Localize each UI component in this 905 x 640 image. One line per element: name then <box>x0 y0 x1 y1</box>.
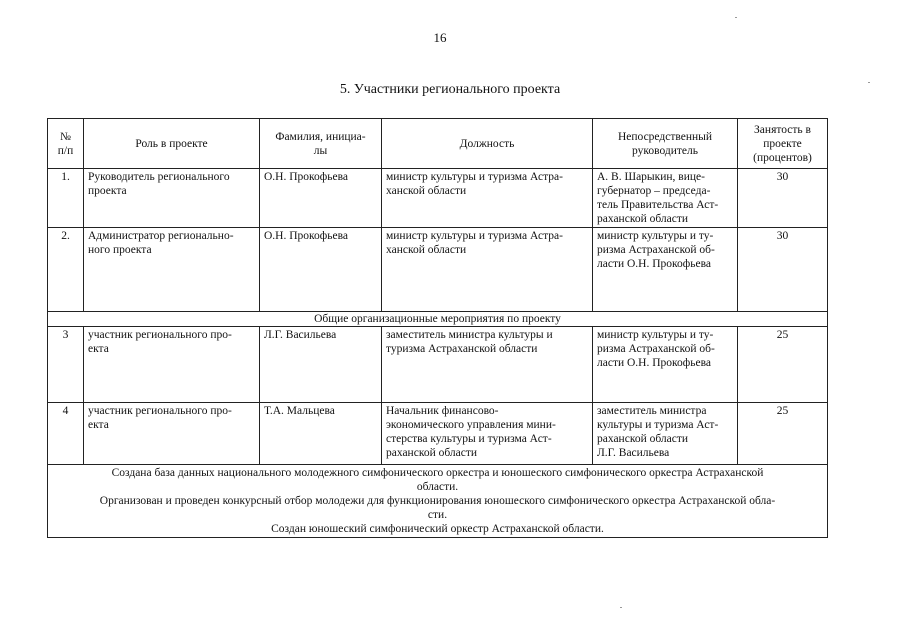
scan-speck <box>868 82 870 83</box>
row-share: 30 <box>738 169 828 228</box>
row-role: участник регионального про- екта <box>84 327 260 403</box>
scan-speck <box>735 17 737 18</box>
table-row <box>48 228 828 312</box>
section-divider-row <box>48 312 828 327</box>
row-role: Администратор регионально- ного проекта <box>84 228 260 312</box>
row-num: 4 <box>48 403 84 465</box>
row-supervisor: заместитель министра культуры и туризма Аст- раханской области Л.Г. Васильева <box>593 403 738 465</box>
row-position: министр культуры и туризма Астра- ханской области <box>382 169 593 228</box>
row-role: Руководитель регионального проекта <box>84 169 260 228</box>
result-item: Создан юношеский симфонический оркестр Астраханской области. <box>271 523 604 535</box>
page-number: 16 <box>433 30 447 45</box>
row-name: О.Н. Прокофьева <box>260 228 382 312</box>
header-name: Фамилия, инициа- лы <box>260 119 382 169</box>
header-supervisor: Непосредственный руководитель <box>593 119 738 169</box>
row-name: Т.А. Мальцева <box>260 403 382 465</box>
row-share: 30 <box>738 228 828 312</box>
row-position: заместитель министра культуры и туризма Астраханской области <box>382 327 593 403</box>
scan-speck <box>620 607 622 608</box>
row-position: министр культуры и туризма Астра- ханской области <box>382 228 593 312</box>
table-row <box>48 327 828 403</box>
result-item: Создана база данных национального молодежного симфонического оркестра и юношеского симфонического оркестра Астраханской области. <box>111 467 764 493</box>
row-share: 25 <box>738 327 828 403</box>
section-divider: Общие организационные мероприятия по проекту <box>48 312 828 327</box>
results-cell <box>48 465 828 538</box>
row-name: Л.Г. Васильева <box>260 327 382 403</box>
row-num: 2. <box>48 228 84 312</box>
results-row <box>48 465 828 538</box>
row-position: Начальник финансово- экономического управления мини- стерства культуры и туризма Аст- раханской области <box>382 403 593 465</box>
row-supervisor: министр культуры и ту- ризма Астраханской об- ласти О.Н. Прокофьева <box>593 228 738 312</box>
header-share: Занятость в проекте (процентов) <box>738 119 828 169</box>
row-num: 3 <box>48 327 84 403</box>
row-name: О.Н. Прокофьева <box>260 169 382 228</box>
result-item: Организован и проведен конкурсный отбор молодежи для функционирования юношеского симфонического оркестра Астраханской обла- сти. <box>99 495 776 521</box>
header-role: Роль в проекте <box>84 119 260 169</box>
row-share: 25 <box>738 403 828 465</box>
participants-table <box>47 118 828 538</box>
row-supervisor: А. В. Шарыкин, вице- губернатор – председа- тель Правительства Аст- раханской области <box>593 169 738 228</box>
header-num: № п/п <box>48 119 84 169</box>
table-row <box>48 169 828 228</box>
table-row <box>48 403 828 465</box>
header-position: Должность <box>382 119 593 169</box>
row-supervisor: министр культуры и ту- ризма Астраханской об- ласти О.Н. Прокофьева <box>593 327 738 403</box>
section-title: 5. Участники регионального проекта <box>339 82 561 97</box>
row-num: 1. <box>48 169 84 228</box>
table-header-row <box>48 119 828 169</box>
row-role: участник регионального про- екта <box>84 403 260 465</box>
